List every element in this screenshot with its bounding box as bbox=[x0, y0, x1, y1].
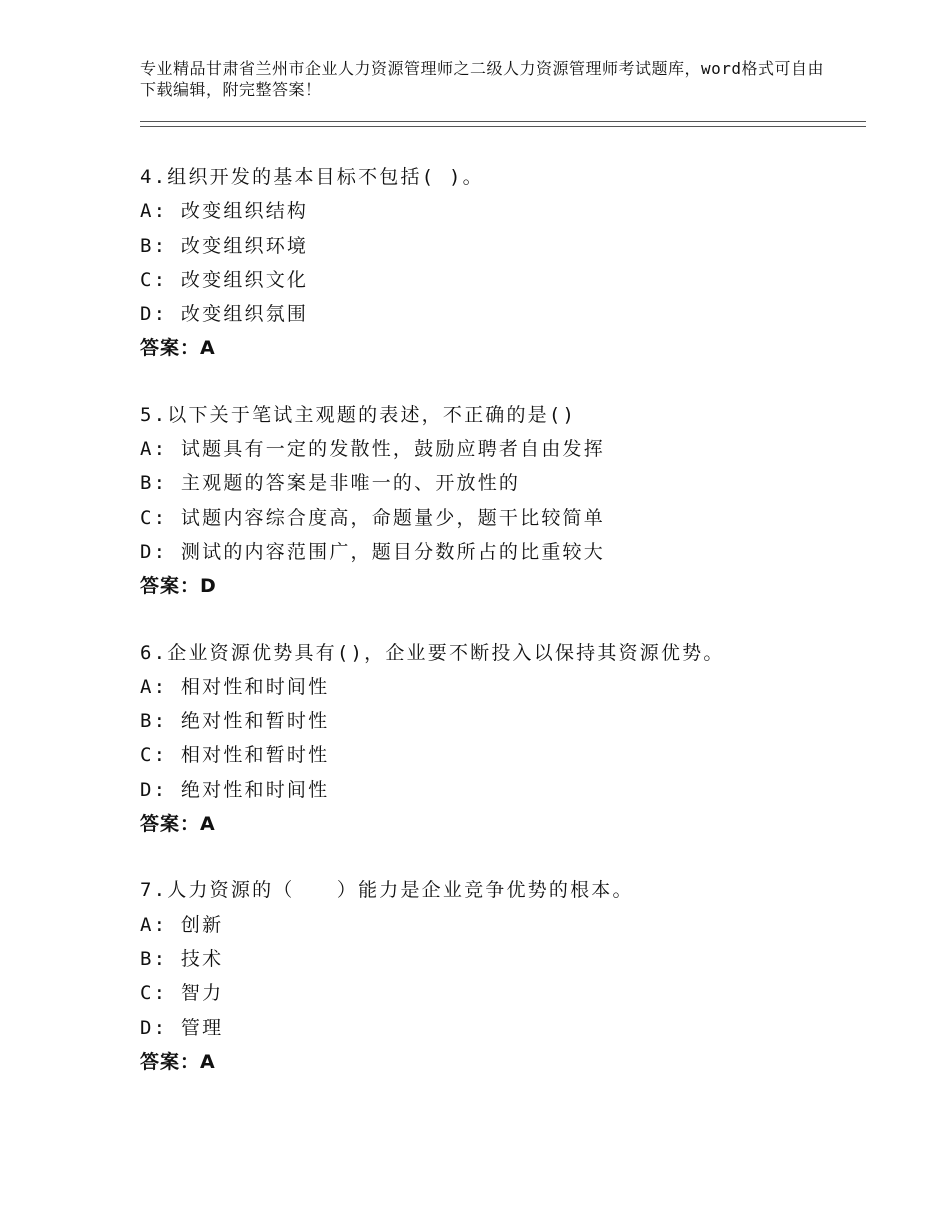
question-list bbox=[140, 160, 866, 1111]
option-d: D: 绝对性和时间性 bbox=[140, 778, 330, 801]
document-title: 专业精品甘肃省兰州市企业人力资源管理师之二级人力资源管理师考试题库，word格式可自由下载编辑，附完整答案！ bbox=[140, 59, 825, 99]
option-d: D: 改变组织氛围 bbox=[140, 303, 309, 326]
question-7 bbox=[140, 873, 866, 1079]
option-c: C: 相对性和暂时性 bbox=[140, 744, 330, 767]
option-d: D: 测试的内容范围广，题目分数所占的比重较大 bbox=[140, 540, 605, 563]
question-4 bbox=[140, 160, 866, 366]
question-stem: 6.企业资源优势具有()，企业要不断投入以保持其资源优势。 bbox=[140, 641, 725, 664]
option-c: C: 改变组织文化 bbox=[140, 268, 309, 291]
option-c: C: 智力 bbox=[140, 982, 224, 1005]
question-stem: 5.以下关于笔试主观题的表述，不正确的是() bbox=[140, 403, 577, 426]
option-a: A: 相对性和时间性 bbox=[140, 675, 330, 698]
answer: 答案：A bbox=[140, 813, 216, 836]
answer: 答案：A bbox=[140, 1050, 216, 1073]
option-b: B: 主观题的答案是非唯一的、开放性的 bbox=[140, 472, 521, 495]
option-a: A: 试题具有一定的发散性，鼓励应聘者自由发挥 bbox=[140, 438, 605, 461]
option-a: A: 创新 bbox=[140, 913, 224, 936]
option-a: A: 改变组织结构 bbox=[140, 200, 309, 223]
question-6 bbox=[140, 636, 866, 842]
answer: 答案：A bbox=[140, 337, 216, 360]
option-d: D: 管理 bbox=[140, 1016, 224, 1039]
option-b: B: 技术 bbox=[140, 947, 224, 970]
question-stem: 7.人力资源的（ ）能力是企业竞争优势的根本。 bbox=[140, 879, 634, 902]
option-c: C: 试题内容综合度高，命题量少，题干比较简单 bbox=[140, 506, 605, 529]
answer: 答案：D bbox=[140, 575, 217, 598]
document-header bbox=[140, 58, 830, 100]
header-divider bbox=[140, 121, 866, 127]
option-b: B: 绝对性和暂时性 bbox=[140, 710, 330, 733]
question-stem: 4.组织开发的基本目标不包括( )。 bbox=[140, 166, 484, 188]
option-b: B: 改变组织环境 bbox=[140, 234, 309, 257]
question-5 bbox=[140, 398, 866, 604]
